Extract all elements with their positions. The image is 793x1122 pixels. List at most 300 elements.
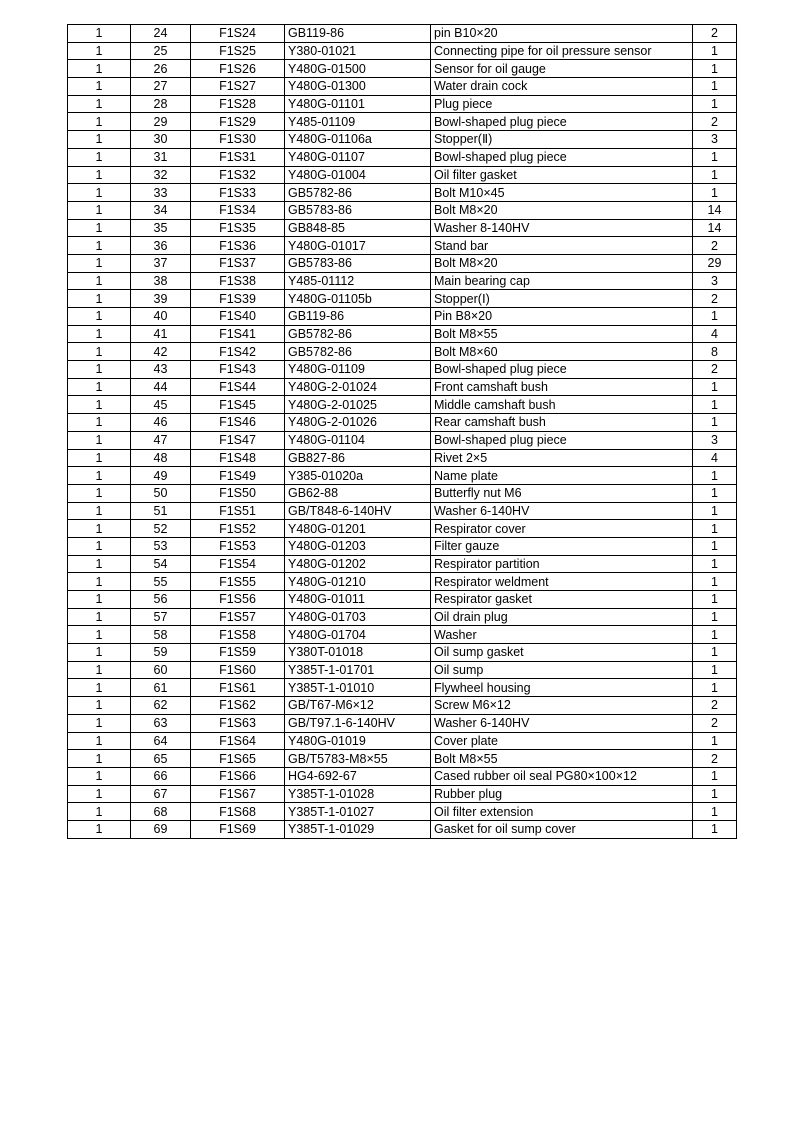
- quantity-cell: 1: [693, 803, 737, 821]
- part-code-cell: F1S66: [191, 767, 285, 785]
- qty-per-set-cell: 1: [68, 537, 131, 555]
- drawing-number-cell: GB/T97.1-6-140HV: [285, 714, 431, 732]
- part-name-cell: Bolt M8×55: [431, 325, 693, 343]
- table-row: [68, 555, 737, 573]
- item-number-cell: 52: [131, 520, 191, 538]
- table-row: [68, 184, 737, 202]
- quantity-cell: 1: [693, 60, 737, 78]
- table-row: [68, 113, 737, 131]
- quantity-cell: 1: [693, 414, 737, 432]
- quantity-cell: 2: [693, 697, 737, 715]
- drawing-number-cell: Y480G-2-01026: [285, 414, 431, 432]
- drawing-number-cell: GB5783-86: [285, 254, 431, 272]
- table-row: [68, 60, 737, 78]
- table-row: [68, 361, 737, 379]
- part-code-cell: F1S62: [191, 697, 285, 715]
- part-name-cell: Bolt M8×20: [431, 201, 693, 219]
- drawing-number-cell: Y480G-01703: [285, 608, 431, 626]
- part-name-cell: Sensor for oil gauge: [431, 60, 693, 78]
- table-row: [68, 308, 737, 326]
- item-number-cell: 36: [131, 237, 191, 255]
- item-number-cell: 59: [131, 644, 191, 662]
- table-row: [68, 166, 737, 184]
- item-number-cell: 60: [131, 661, 191, 679]
- table-row: [68, 484, 737, 502]
- part-name-cell: Bowl-shaped plug piece: [431, 148, 693, 166]
- quantity-cell: 14: [693, 201, 737, 219]
- part-name-cell: Oil filter extension: [431, 803, 693, 821]
- quantity-cell: 1: [693, 785, 737, 803]
- part-name-cell: Rubber plug: [431, 785, 693, 803]
- quantity-cell: 1: [693, 732, 737, 750]
- drawing-number-cell: Y480G-01704: [285, 626, 431, 644]
- part-code-cell: F1S43: [191, 361, 285, 379]
- item-number-cell: 38: [131, 272, 191, 290]
- item-number-cell: 53: [131, 537, 191, 555]
- part-name-cell: Bowl-shaped plug piece: [431, 431, 693, 449]
- part-code-cell: F1S30: [191, 131, 285, 149]
- drawing-number-cell: Y385-01020a: [285, 467, 431, 485]
- qty-per-set-cell: 1: [68, 131, 131, 149]
- item-number-cell: 34: [131, 201, 191, 219]
- quantity-cell: 1: [693, 520, 737, 538]
- table-row: [68, 679, 737, 697]
- qty-per-set-cell: 1: [68, 644, 131, 662]
- part-name-cell: Cover plate: [431, 732, 693, 750]
- drawing-number-cell: GB/T67-M6×12: [285, 697, 431, 715]
- part-name-cell: Middle camshaft bush: [431, 396, 693, 414]
- qty-per-set-cell: 1: [68, 343, 131, 361]
- table-row: [68, 767, 737, 785]
- part-name-cell: Oil drain plug: [431, 608, 693, 626]
- part-name-cell: Respirator weldment: [431, 573, 693, 591]
- part-name-cell: Screw M6×12: [431, 697, 693, 715]
- quantity-cell: 1: [693, 661, 737, 679]
- part-name-cell: Respirator gasket: [431, 591, 693, 609]
- quantity-cell: 2: [693, 714, 737, 732]
- part-name-cell: Butterfly nut M6: [431, 484, 693, 502]
- part-code-cell: F1S31: [191, 148, 285, 166]
- qty-per-set-cell: 1: [68, 78, 131, 96]
- item-number-cell: 47: [131, 431, 191, 449]
- part-name-cell: Water drain cock: [431, 78, 693, 96]
- part-name-cell: Oil filter gasket: [431, 166, 693, 184]
- qty-per-set-cell: 1: [68, 626, 131, 644]
- part-name-cell: Rear camshaft bush: [431, 414, 693, 432]
- part-name-cell: Washer 8-140HV: [431, 219, 693, 237]
- table-row: [68, 325, 737, 343]
- quantity-cell: 3: [693, 131, 737, 149]
- drawing-number-cell: Y385T-1-01029: [285, 820, 431, 838]
- drawing-number-cell: Y480G-2-01025: [285, 396, 431, 414]
- table-row: [68, 626, 737, 644]
- part-code-cell: F1S41: [191, 325, 285, 343]
- part-code-cell: F1S33: [191, 184, 285, 202]
- part-code-cell: F1S39: [191, 290, 285, 308]
- drawing-number-cell: Y480G-01105b: [285, 290, 431, 308]
- part-name-cell: Cased rubber oil seal PG80×100×12: [431, 767, 693, 785]
- table-row: [68, 396, 737, 414]
- drawing-number-cell: Y480G-01300: [285, 78, 431, 96]
- quantity-cell: 1: [693, 679, 737, 697]
- table-row: [68, 95, 737, 113]
- part-name-cell: Oil sump gasket: [431, 644, 693, 662]
- part-code-cell: F1S54: [191, 555, 285, 573]
- quantity-cell: 1: [693, 502, 737, 520]
- table-row: [68, 661, 737, 679]
- part-name-cell: Washer 6-140HV: [431, 714, 693, 732]
- drawing-number-cell: GB827-86: [285, 449, 431, 467]
- item-number-cell: 31: [131, 148, 191, 166]
- qty-per-set-cell: 1: [68, 714, 131, 732]
- table-row: [68, 750, 737, 768]
- item-number-cell: 57: [131, 608, 191, 626]
- qty-per-set-cell: 1: [68, 502, 131, 520]
- part-code-cell: F1S51: [191, 502, 285, 520]
- part-name-cell: Stopper(Ⅱ): [431, 131, 693, 149]
- part-name-cell: Gasket for oil sump cover: [431, 820, 693, 838]
- part-code-cell: F1S24: [191, 25, 285, 43]
- table-row: [68, 697, 737, 715]
- quantity-cell: 3: [693, 272, 737, 290]
- item-number-cell: 33: [131, 184, 191, 202]
- qty-per-set-cell: 1: [68, 449, 131, 467]
- quantity-cell: 1: [693, 555, 737, 573]
- item-number-cell: 42: [131, 343, 191, 361]
- drawing-number-cell: Y480G-2-01024: [285, 378, 431, 396]
- table-row: [68, 343, 737, 361]
- quantity-cell: 1: [693, 184, 737, 202]
- part-code-cell: F1S46: [191, 414, 285, 432]
- part-name-cell: Stopper(Ⅰ): [431, 290, 693, 308]
- quantity-cell: 3: [693, 431, 737, 449]
- drawing-number-cell: Y385T-1-01027: [285, 803, 431, 821]
- part-name-cell: Connecting pipe for oil pressure sensor: [431, 42, 693, 60]
- part-name-cell: Respirator cover: [431, 520, 693, 538]
- table-row: [68, 573, 737, 591]
- item-number-cell: 44: [131, 378, 191, 396]
- table-row: [68, 131, 737, 149]
- item-number-cell: 40: [131, 308, 191, 326]
- part-code-cell: F1S32: [191, 166, 285, 184]
- quantity-cell: 1: [693, 95, 737, 113]
- quantity-cell: 2: [693, 290, 737, 308]
- table-row: [68, 25, 737, 43]
- item-number-cell: 49: [131, 467, 191, 485]
- drawing-number-cell: Y480G-01201: [285, 520, 431, 538]
- qty-per-set-cell: 1: [68, 325, 131, 343]
- part-code-cell: F1S47: [191, 431, 285, 449]
- item-number-cell: 25: [131, 42, 191, 60]
- drawing-number-cell: GB5782-86: [285, 184, 431, 202]
- part-name-cell: Bolt M8×20: [431, 254, 693, 272]
- part-name-cell: Bowl-shaped plug piece: [431, 361, 693, 379]
- item-number-cell: 64: [131, 732, 191, 750]
- drawing-number-cell: GB119-86: [285, 25, 431, 43]
- qty-per-set-cell: 1: [68, 785, 131, 803]
- part-name-cell: Bolt M8×60: [431, 343, 693, 361]
- item-number-cell: 55: [131, 573, 191, 591]
- item-number-cell: 69: [131, 820, 191, 838]
- qty-per-set-cell: 1: [68, 661, 131, 679]
- item-number-cell: 32: [131, 166, 191, 184]
- part-name-cell: Front camshaft bush: [431, 378, 693, 396]
- part-code-cell: F1S28: [191, 95, 285, 113]
- item-number-cell: 39: [131, 290, 191, 308]
- item-number-cell: 62: [131, 697, 191, 715]
- qty-per-set-cell: 1: [68, 484, 131, 502]
- drawing-number-cell: GB/T5783-M8×55: [285, 750, 431, 768]
- quantity-cell: 1: [693, 767, 737, 785]
- qty-per-set-cell: 1: [68, 697, 131, 715]
- qty-per-set-cell: 1: [68, 820, 131, 838]
- qty-per-set-cell: 1: [68, 750, 131, 768]
- drawing-number-cell: Y480G-01017: [285, 237, 431, 255]
- drawing-number-cell: Y480G-01202: [285, 555, 431, 573]
- part-code-cell: F1S26: [191, 60, 285, 78]
- part-code-cell: F1S67: [191, 785, 285, 803]
- quantity-cell: 1: [693, 537, 737, 555]
- item-number-cell: 37: [131, 254, 191, 272]
- part-name-cell: pin B10×20: [431, 25, 693, 43]
- quantity-cell: 4: [693, 325, 737, 343]
- quantity-cell: 1: [693, 378, 737, 396]
- table-row: [68, 414, 737, 432]
- drawing-number-cell: Y480G-01004: [285, 166, 431, 184]
- table-row: [68, 520, 737, 538]
- drawing-number-cell: Y480G-01106a: [285, 131, 431, 149]
- item-number-cell: 48: [131, 449, 191, 467]
- table-row: [68, 502, 737, 520]
- item-number-cell: 28: [131, 95, 191, 113]
- quantity-cell: 1: [693, 591, 737, 609]
- parts-table-body: [68, 25, 737, 839]
- qty-per-set-cell: 1: [68, 431, 131, 449]
- part-code-cell: F1S50: [191, 484, 285, 502]
- quantity-cell: 1: [693, 166, 737, 184]
- part-code-cell: F1S35: [191, 219, 285, 237]
- table-row: [68, 219, 737, 237]
- table-row: [68, 537, 737, 555]
- drawing-number-cell: Y480G-01500: [285, 60, 431, 78]
- part-name-cell: Pin B8×20: [431, 308, 693, 326]
- part-code-cell: F1S52: [191, 520, 285, 538]
- item-number-cell: 29: [131, 113, 191, 131]
- drawing-number-cell: Y480G-01104: [285, 431, 431, 449]
- table-row: [68, 785, 737, 803]
- drawing-number-cell: Y385T-1-01028: [285, 785, 431, 803]
- item-number-cell: 45: [131, 396, 191, 414]
- drawing-number-cell: GB/T848-6-140HV: [285, 502, 431, 520]
- quantity-cell: 1: [693, 484, 737, 502]
- item-number-cell: 35: [131, 219, 191, 237]
- quantity-cell: 2: [693, 361, 737, 379]
- table-row: [68, 803, 737, 821]
- qty-per-set-cell: 1: [68, 361, 131, 379]
- quantity-cell: 2: [693, 113, 737, 131]
- part-name-cell: Respirator partition: [431, 555, 693, 573]
- part-code-cell: F1S63: [191, 714, 285, 732]
- drawing-number-cell: HG4-692-67: [285, 767, 431, 785]
- part-code-cell: F1S65: [191, 750, 285, 768]
- quantity-cell: 14: [693, 219, 737, 237]
- part-code-cell: F1S29: [191, 113, 285, 131]
- item-number-cell: 54: [131, 555, 191, 573]
- item-number-cell: 63: [131, 714, 191, 732]
- part-code-cell: F1S58: [191, 626, 285, 644]
- drawing-number-cell: Y380T-01018: [285, 644, 431, 662]
- table-row: [68, 732, 737, 750]
- item-number-cell: 68: [131, 803, 191, 821]
- part-code-cell: F1S64: [191, 732, 285, 750]
- item-number-cell: 66: [131, 767, 191, 785]
- drawing-number-cell: GB5782-86: [285, 325, 431, 343]
- quantity-cell: 1: [693, 78, 737, 96]
- part-code-cell: F1S48: [191, 449, 285, 467]
- qty-per-set-cell: 1: [68, 25, 131, 43]
- part-name-cell: Rivet 2×5: [431, 449, 693, 467]
- qty-per-set-cell: 1: [68, 732, 131, 750]
- table-row: [68, 714, 737, 732]
- drawing-number-cell: GB5783-86: [285, 201, 431, 219]
- item-number-cell: 58: [131, 626, 191, 644]
- qty-per-set-cell: 1: [68, 414, 131, 432]
- item-number-cell: 65: [131, 750, 191, 768]
- qty-per-set-cell: 1: [68, 378, 131, 396]
- part-name-cell: Bolt M8×55: [431, 750, 693, 768]
- quantity-cell: 1: [693, 396, 737, 414]
- part-code-cell: F1S60: [191, 661, 285, 679]
- qty-per-set-cell: 1: [68, 219, 131, 237]
- qty-per-set-cell: 1: [68, 113, 131, 131]
- drawing-number-cell: Y480G-01203: [285, 537, 431, 555]
- item-number-cell: 61: [131, 679, 191, 697]
- part-name-cell: Oil sump: [431, 661, 693, 679]
- part-name-cell: Plug piece: [431, 95, 693, 113]
- part-code-cell: F1S38: [191, 272, 285, 290]
- item-number-cell: 26: [131, 60, 191, 78]
- quantity-cell: 2: [693, 237, 737, 255]
- part-code-cell: F1S45: [191, 396, 285, 414]
- drawing-number-cell: Y480G-01019: [285, 732, 431, 750]
- qty-per-set-cell: 1: [68, 467, 131, 485]
- quantity-cell: 1: [693, 148, 737, 166]
- part-code-cell: F1S56: [191, 591, 285, 609]
- item-number-cell: 41: [131, 325, 191, 343]
- part-code-cell: F1S55: [191, 573, 285, 591]
- part-code-cell: F1S37: [191, 254, 285, 272]
- part-name-cell: Washer 6-140HV: [431, 502, 693, 520]
- item-number-cell: 27: [131, 78, 191, 96]
- part-code-cell: F1S27: [191, 78, 285, 96]
- qty-per-set-cell: 1: [68, 184, 131, 202]
- drawing-number-cell: Y485-01112: [285, 272, 431, 290]
- part-name-cell: Flywheel housing: [431, 679, 693, 697]
- part-code-cell: F1S59: [191, 644, 285, 662]
- qty-per-set-cell: 1: [68, 679, 131, 697]
- table-row: [68, 237, 737, 255]
- part-name-cell: Stand bar: [431, 237, 693, 255]
- quantity-cell: 1: [693, 820, 737, 838]
- qty-per-set-cell: 1: [68, 148, 131, 166]
- qty-per-set-cell: 1: [68, 308, 131, 326]
- quantity-cell: 1: [693, 308, 737, 326]
- part-code-cell: F1S68: [191, 803, 285, 821]
- drawing-number-cell: GB5782-86: [285, 343, 431, 361]
- quantity-cell: 1: [693, 626, 737, 644]
- drawing-number-cell: GB848-85: [285, 219, 431, 237]
- part-code-cell: F1S40: [191, 308, 285, 326]
- qty-per-set-cell: 1: [68, 60, 131, 78]
- part-name-cell: Bowl-shaped plug piece: [431, 113, 693, 131]
- qty-per-set-cell: 1: [68, 555, 131, 573]
- quantity-cell: 1: [693, 467, 737, 485]
- parts-table: [67, 24, 737, 839]
- quantity-cell: 8: [693, 343, 737, 361]
- quantity-cell: 29: [693, 254, 737, 272]
- table-row: [68, 608, 737, 626]
- part-name-cell: Name plate: [431, 467, 693, 485]
- quantity-cell: 1: [693, 644, 737, 662]
- table-row: [68, 431, 737, 449]
- quantity-cell: 2: [693, 25, 737, 43]
- drawing-number-cell: Y480G-01011: [285, 591, 431, 609]
- part-code-cell: F1S42: [191, 343, 285, 361]
- table-row: [68, 290, 737, 308]
- table-row: [68, 148, 737, 166]
- part-code-cell: F1S36: [191, 237, 285, 255]
- item-number-cell: 51: [131, 502, 191, 520]
- qty-per-set-cell: 1: [68, 803, 131, 821]
- drawing-number-cell: GB119-86: [285, 308, 431, 326]
- part-name-cell: Bolt M10×45: [431, 184, 693, 202]
- table-row: [68, 254, 737, 272]
- table-row: [68, 78, 737, 96]
- qty-per-set-cell: 1: [68, 42, 131, 60]
- qty-per-set-cell: 1: [68, 166, 131, 184]
- drawing-number-cell: Y385T-1-01010: [285, 679, 431, 697]
- table-row: [68, 449, 737, 467]
- table-row: [68, 378, 737, 396]
- quantity-cell: 4: [693, 449, 737, 467]
- part-code-cell: F1S57: [191, 608, 285, 626]
- table-row: [68, 467, 737, 485]
- drawing-number-cell: Y480G-01210: [285, 573, 431, 591]
- qty-per-set-cell: 1: [68, 201, 131, 219]
- qty-per-set-cell: 1: [68, 254, 131, 272]
- part-code-cell: F1S53: [191, 537, 285, 555]
- part-code-cell: F1S34: [191, 201, 285, 219]
- quantity-cell: 1: [693, 42, 737, 60]
- qty-per-set-cell: 1: [68, 290, 131, 308]
- qty-per-set-cell: 1: [68, 95, 131, 113]
- table-row: [68, 201, 737, 219]
- part-code-cell: F1S44: [191, 378, 285, 396]
- quantity-cell: 1: [693, 573, 737, 591]
- item-number-cell: 24: [131, 25, 191, 43]
- drawing-number-cell: Y380-01021: [285, 42, 431, 60]
- item-number-cell: 67: [131, 785, 191, 803]
- part-code-cell: F1S49: [191, 467, 285, 485]
- table-row: [68, 42, 737, 60]
- drawing-number-cell: Y480G-01109: [285, 361, 431, 379]
- drawing-number-cell: GB62-88: [285, 484, 431, 502]
- table-row: [68, 591, 737, 609]
- qty-per-set-cell: 1: [68, 396, 131, 414]
- drawing-number-cell: Y485-01109: [285, 113, 431, 131]
- qty-per-set-cell: 1: [68, 520, 131, 538]
- drawing-number-cell: Y385T-1-01701: [285, 661, 431, 679]
